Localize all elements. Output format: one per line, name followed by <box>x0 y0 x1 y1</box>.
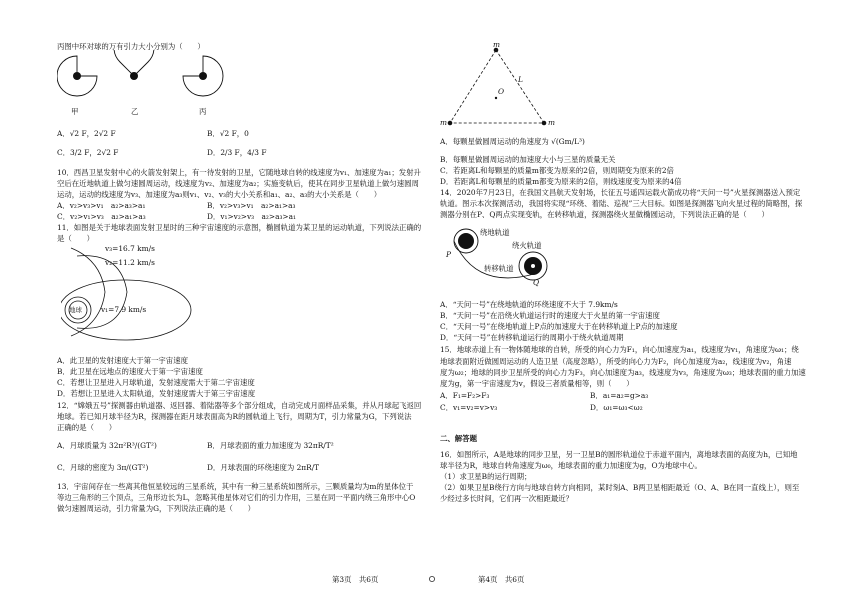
q13-line-3: 做匀速圆周运动，引力常量为G，下列说法正确的是（ ） <box>57 504 256 513</box>
orbit-diagram <box>61 242 211 342</box>
q14-line-1: 14．2020年7月23日，在我国文昌航天发射场，长征五号遥四运载火箭成功将“天问一号”火星探测器送入预定 <box>440 188 801 197</box>
q10-line-2: 空后在近地轨道上做匀速圆周运动，线速度为v₂、加速度为a₂；实施变轨后，使其在同步卫星轨道上做匀速圆周 <box>57 179 419 188</box>
v2-label: v₂=11.2 km/s <box>105 258 155 267</box>
q13-line-1: 13．宇宙间存在一些离其他恒星较远的三星系统，其中有一种三星系统如图所示，三颗质量均为m的星体位于 <box>57 482 414 491</box>
q14-line-2: 轨道。图示本次探测活动，我国将实现“环绕、着陆、巡视”三大目标。如图是探测器飞向火星过程的简略图，探 <box>440 199 803 208</box>
v1-label: v₁=7.9 km/s <box>101 305 147 314</box>
q16-line-5: 少经过多长时间，它们再一次相距最近？ <box>440 494 574 503</box>
q12-line-2: 地球。若已知月球半径为R，探测器在距月球表面高为R的圆轨道上飞行，周期为T，引力常量为G，下列说法 <box>57 412 412 421</box>
q16-line-1: 16．如图所示，A是地球的同步卫星，另一卫星B的圆形轨道位于赤道平面内，离地球表面的高度为h，已知地 <box>440 450 798 459</box>
q11-option-c: C．若想让卫星进入月球轨道，发射速度需大于第二宇宙速度 <box>57 378 255 387</box>
star-right <box>542 121 547 126</box>
q12-option-d: D．月球表面的环绕速度为 2πR/T <box>207 463 320 472</box>
q15-option-d: D．ω₁=ω₃<ω₂ <box>590 403 643 412</box>
q11-option-a: A．此卫星的发射速度大于第一宇宙速度 <box>57 356 188 365</box>
ring-figure-jia <box>57 56 97 96</box>
mars-orbit-label: 绕火轨道 <box>512 241 542 250</box>
center-label: O <box>498 87 505 96</box>
q16-line-4: （2）如果卫星B绕行方向与地球自转方向相同，某时刻A、B两卫星相距最近（O、A、B在同一直线上），则至 <box>440 483 800 492</box>
mass-label-left: m <box>440 118 448 127</box>
q12-option-b: B．月球表面的重力加速度为 32πR/T² <box>207 441 334 450</box>
q14-option-d: D．“天问一号”在转移轨道运行的周期小于绕火轨道周期 <box>440 333 624 342</box>
q14-option-b: B．“天问一号”在沿绕火轨道运行时的速度大于火星的第一宇宙速度 <box>440 311 660 320</box>
transfer-orbit-diagram <box>450 222 570 290</box>
q9-option-d: D．2/3 F，4/3 F <box>207 148 267 157</box>
point-p-label: P <box>446 250 451 259</box>
q15-option-c: C．v₁=v₂=v>v₃ <box>440 403 498 412</box>
q13-option-c: C．若距离L和每颗星的质量m都变为原来的2倍，则周期变为原来的2倍 <box>440 166 674 175</box>
q10-line-3: 运动，运动的线速度为v₃、加速度为a₃则v₁、v₂、v₃的大小关系和a₁、a₂、a₃的大小关系是（ ） <box>57 190 382 199</box>
earth-body <box>458 233 474 249</box>
section-heading: 二、解答题 <box>440 434 477 443</box>
q13-option-b: B．每颗星做圆周运动的加速度大小与三星的质量无关 <box>440 155 616 164</box>
q10-option-c: C．v₂>v₁>v₃ a₂>a₁>a₃ <box>57 212 146 221</box>
ring-label-bing: 丙 <box>199 107 207 116</box>
q12-line-3: 正确的是（ ） <box>57 423 117 432</box>
side-length-label: L <box>518 75 523 84</box>
q10-line-1: 10．西昌卫星发射中心的火箭发射架上，有一待发射的卫星，它随地球自转的线速度为v₁、加速度为a₁；发射升 <box>57 168 421 177</box>
q11-option-b: B．此卫星在远地点的速度大于第一宇宙速度 <box>57 367 203 376</box>
q11-option-d: D．若想让卫星进入太阳轨道，发射速度需大于第三宇宙速度 <box>57 389 256 398</box>
q9-option-a: A．√2 F，2√2 F <box>57 129 116 138</box>
earth-orbit-label: 绕地轨道 <box>480 228 510 237</box>
q15-line-4: 度为g，第一宇宙速度为v，假设三者质量相等，则（ ） <box>440 379 634 388</box>
q11-line-2: 是（ ） <box>57 234 94 243</box>
point-q-label: Q <box>533 278 540 287</box>
q10-option-b: B．v₂>v₃>v₁ a₂>a₁>a₃ <box>207 201 296 210</box>
center-o <box>495 97 497 99</box>
transfer-orbit-label: 转移轨道 <box>484 264 514 273</box>
q10-option-d: D．v₁>v₂>v₃ a₂>a₃>a₁ <box>207 212 296 221</box>
q14-option-a: A．“天问一号”在绕地轨道的环绕速度不大于 7.9km/s <box>440 300 618 309</box>
q13-line-2: 等边三角形的三个顶点，三角形边长为L，忽略其他星体对它们的引力作用，三星在同一平面内绕三角形中心O <box>57 493 416 502</box>
page-number-right: 第4页 共6页 <box>478 575 525 584</box>
ring-label-jia: 甲 <box>71 107 79 116</box>
q15-option-b: B．a₁=a₂=g>a₃ <box>590 391 649 400</box>
q12-line-1: 12．“嫦娥五号”探测器由轨道器、返回器、着陆器等多个部分组成，自动完成月面样品采集，并从月球起飞返回 <box>57 401 422 410</box>
v3-label: v₃=16.7 km/s <box>105 244 155 253</box>
center-marker-icon <box>428 575 436 583</box>
q13-option-d: D．若距离L和每颗星的质量m都变为原来的2倍，则线速度变为原来的4倍 <box>440 177 682 186</box>
q14-option-c: C．“天问一号”在绕地轨道上P点的加速度大于在转移轨道上P点的加速度 <box>440 322 678 331</box>
star-left <box>448 121 453 126</box>
ring-figures <box>57 50 247 130</box>
q10-option-a: A．v₂>v₃>v₁ a₂>a₃>a₁ <box>57 201 146 210</box>
page-number-left: 第3页 共6页 <box>332 575 379 584</box>
mass-label-top: m <box>493 40 501 49</box>
q16-line-3: （1）求卫星B的运行周期； <box>440 472 532 481</box>
q11-line-1: 11．如图是关于地球表面发射卫星时的三种宇宙速度的示意图，椭圆轨道为某卫星的运动轨道，下列说法正确的 <box>57 223 422 232</box>
mass-label-right: m <box>548 118 556 127</box>
q15-line-2: 地球表面附近做圆周运动的人造卫星（高度忽略），所受的向心力为F₂，向心加速度为a₂，线速度为v₂，角速 <box>440 357 792 366</box>
q9-option-b: B．√2 F，0 <box>207 129 249 138</box>
q12-option-a: A．月球质量为 32π²R³/(GT²) <box>57 441 157 450</box>
q14-line-3: 测器分别在P、Q两点实现变轨，在转移轨道，探测器绕火星做椭圆运动，下列说法正确的是（ ） <box>440 210 769 219</box>
ring-label-yi: 乙 <box>131 107 139 116</box>
q12-option-c: C．月球的密度为 3π/(GT²) <box>57 463 149 472</box>
q9-tail: 丙图中环对球的万有引力大小分别为（ ） <box>57 42 205 51</box>
q15-option-a: A．F₁=F₂>F₃ <box>440 391 490 400</box>
earth-label: 地球 <box>69 306 82 314</box>
q15-line-3: 度为ω₂；地球的同步卫星所受的向心力为F₃，向心加速度为a₃，线速度为v₃，角速度为ω₃；地球表面的重力加速 <box>440 368 806 377</box>
ring-figure-yi <box>114 50 154 80</box>
q16-line-2: 球半径为R，地球自转角速度为ω₀，地球表面的重力加速度为g，O为地球中心。 <box>440 461 702 470</box>
q9-option-c: C．3/2 F，2√2 F <box>57 148 119 157</box>
q15-line-1: 15．地球赤道上有一物体随地球的自转，所受的向心力为F₁，向心加速度为a₁，线速度为v₁，角速度为ω₁；绕 <box>440 345 799 354</box>
ring-figure-bing <box>183 56 223 96</box>
q13-option-a: A．每颗星做圆周运动的角速度为 √(Gm/L³) <box>440 137 585 146</box>
